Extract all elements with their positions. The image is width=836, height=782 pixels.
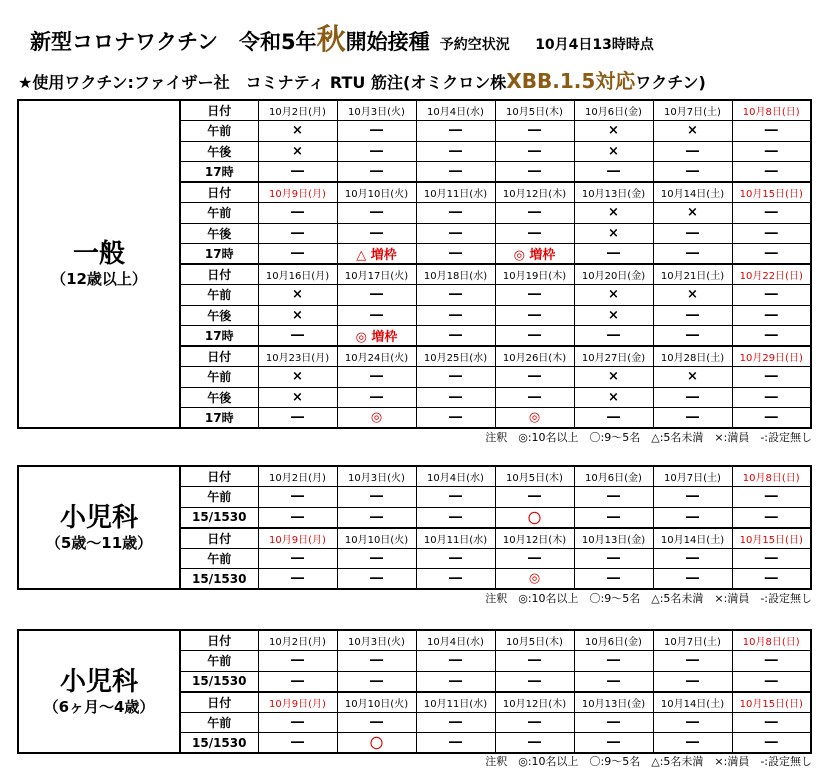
- availability-cell: ―: [337, 651, 416, 672]
- availability-cell: ―: [732, 712, 811, 733]
- availability-cell: ×: [574, 285, 653, 306]
- availability-cell: ―: [337, 162, 416, 183]
- availability-cell: ―: [416, 733, 495, 754]
- slot-label: 午前: [180, 487, 258, 508]
- availability-cell: ―: [416, 305, 495, 326]
- availability-cell: ―: [732, 326, 811, 347]
- availability-cell: ―: [258, 671, 337, 692]
- availability-cell: ―: [495, 733, 574, 754]
- availability-cell: ―: [574, 162, 653, 183]
- availability-cell: ―: [416, 162, 495, 183]
- availability-cell: ―: [416, 651, 495, 672]
- availability-cell: ―: [574, 487, 653, 508]
- availability-cell: ―: [732, 487, 811, 508]
- date-cell: 10月18日(水): [416, 264, 495, 285]
- availability-cell: ―: [495, 367, 574, 388]
- date-cell: 10月15日(日): [732, 692, 811, 713]
- availability-cell: ―: [416, 408, 495, 429]
- availability-cell: ―: [732, 367, 811, 388]
- availability-cell: ―: [258, 162, 337, 183]
- availability-cell: ―: [732, 285, 811, 306]
- availability-cell: ―: [337, 367, 416, 388]
- date-cell: 10月23日(月): [258, 346, 337, 367]
- date-cell: 10月12日(木): [495, 528, 574, 549]
- availability-cell: ―: [653, 223, 732, 244]
- date-cell: 10月2日(月): [258, 630, 337, 651]
- category-label: [18, 100, 180, 428]
- availability-cell: ―: [574, 548, 653, 569]
- availability-cell: ―: [416, 367, 495, 388]
- slot-label: 午前: [180, 651, 258, 672]
- availability-cell: ×: [574, 203, 653, 224]
- vaccine-info-prefix: ★使用ワクチン:ファイザー社 コミナティ RTU 筋注(オミクロン株: [18, 73, 507, 92]
- slot-label: 午前: [180, 203, 258, 224]
- schedule-table-pediatric-6m-4: [17, 629, 812, 754]
- availability-cell: ―: [653, 326, 732, 347]
- date-cell: 10月5日(木): [495, 466, 574, 487]
- availability-cell: △ 増枠: [337, 244, 416, 265]
- availability-cell: ×: [574, 141, 653, 162]
- slot-label: 午前: [180, 367, 258, 388]
- availability-cell: ―: [653, 569, 732, 590]
- availability-cell: ―: [732, 305, 811, 326]
- date-cell: 10月7日(土): [653, 100, 732, 121]
- date-cell: 10月29日(日): [732, 346, 811, 367]
- availability-cell: ―: [337, 121, 416, 142]
- availability-cell: 〇: [337, 733, 416, 754]
- date-cell: 10月9日(月): [258, 528, 337, 549]
- category-title: 小児科: [59, 666, 138, 697]
- availability-cell: ―: [416, 244, 495, 265]
- date-cell: 10月25日(水): [416, 346, 495, 367]
- availability-cell: ―: [732, 244, 811, 265]
- date-cell: 10月4日(水): [416, 630, 495, 651]
- slot-label: 午前: [180, 548, 258, 569]
- availability-cell: ―: [258, 408, 337, 429]
- slot-label: 午後: [180, 305, 258, 326]
- availability-cell: ―: [258, 487, 337, 508]
- availability-cell: ―: [416, 285, 495, 306]
- date-cell: 10月4日(水): [416, 100, 495, 121]
- availability-cell: ―: [337, 387, 416, 408]
- availability-cell: ×: [258, 387, 337, 408]
- availability-cell: ×: [574, 121, 653, 142]
- availability-cell: ―: [495, 712, 574, 733]
- date-row-label: 日付: [180, 466, 258, 487]
- availability-cell: ―: [258, 223, 337, 244]
- availability-cell: ―: [732, 671, 811, 692]
- availability-cell: ―: [416, 569, 495, 590]
- availability-cell: ―: [574, 733, 653, 754]
- availability-cell: ―: [574, 408, 653, 429]
- date-cell: 10月19日(木): [495, 264, 574, 285]
- date-cell: 10月8日(日): [732, 466, 811, 487]
- date-row-label: 日付: [180, 182, 258, 203]
- date-cell: 10月14日(土): [653, 182, 732, 203]
- date-cell: 10月10日(火): [337, 692, 416, 713]
- vaccine-xbb: XBB.1.5対応: [506, 69, 636, 93]
- date-cell: 10月24日(火): [337, 346, 416, 367]
- availability-cell: ―: [495, 671, 574, 692]
- date-cell: 10月14日(土): [653, 692, 732, 713]
- date-row-label: 日付: [180, 346, 258, 367]
- legend-note: 注釈 ◎:10名以上 〇:9〜5名 △:5名未満 ×:満員 -:設定無し: [485, 755, 812, 768]
- availability-cell: ―: [337, 285, 416, 306]
- availability-cell: ×: [258, 285, 337, 306]
- date-cell: 10月13日(金): [574, 692, 653, 713]
- category-age-range: （5歳〜11歳）: [45, 533, 153, 552]
- availability-cell: ―: [732, 121, 811, 142]
- availability-cell: ◎ 増枠: [337, 326, 416, 347]
- availability-cell: ×: [653, 121, 732, 142]
- availability-cell: ―: [732, 408, 811, 429]
- date-cell: 10月8日(日): [732, 630, 811, 651]
- availability-cell: ―: [495, 162, 574, 183]
- availability-cell: ―: [416, 387, 495, 408]
- slot-label: 17時: [180, 408, 258, 429]
- availability-cell: ―: [337, 487, 416, 508]
- availability-cell: ―: [495, 326, 574, 347]
- date-cell: 10月5日(木): [495, 100, 574, 121]
- slot-label: 15/1530: [180, 507, 258, 528]
- schedule-table-pediatric-5-11: [17, 465, 812, 590]
- date-cell: 10月3日(火): [337, 466, 416, 487]
- availability-cell: ―: [337, 569, 416, 590]
- date-cell: 10月2日(月): [258, 466, 337, 487]
- date-cell: 10月11日(水): [416, 182, 495, 203]
- availability-cell: ―: [732, 223, 811, 244]
- date-cell: 10月6日(金): [574, 630, 653, 651]
- category-label: [18, 630, 180, 753]
- availability-cell: ―: [574, 671, 653, 692]
- slot-label: 午後: [180, 223, 258, 244]
- availability-cell: ―: [732, 387, 811, 408]
- availability-cell: ―: [337, 548, 416, 569]
- availability-cell: ―: [337, 712, 416, 733]
- slot-label: 午前: [180, 121, 258, 142]
- availability-cell: ◎: [495, 569, 574, 590]
- date-cell: 10月11日(水): [416, 692, 495, 713]
- availability-cell: ―: [416, 121, 495, 142]
- availability-cell: ―: [495, 548, 574, 569]
- availability-cell: ―: [258, 712, 337, 733]
- availability-cell: ―: [258, 203, 337, 224]
- date-row-label: 日付: [180, 264, 258, 285]
- date-cell: 10月3日(火): [337, 630, 416, 651]
- availability-cell: ―: [258, 507, 337, 528]
- date-cell: 10月13日(金): [574, 528, 653, 549]
- date-row-label: 日付: [180, 692, 258, 713]
- availability-cell: ―: [258, 651, 337, 672]
- availability-cell: ―: [574, 651, 653, 672]
- availability-cell: ×: [653, 367, 732, 388]
- date-row: [18, 100, 811, 121]
- slot-label: 午後: [180, 141, 258, 162]
- availability-cell: ―: [653, 671, 732, 692]
- availability-cell: ―: [574, 326, 653, 347]
- date-cell: 10月11日(水): [416, 528, 495, 549]
- availability-cell: ―: [653, 141, 732, 162]
- date-cell: 10月12日(木): [495, 182, 574, 203]
- date-cell: 10月12日(木): [495, 692, 574, 713]
- availability-cell: ―: [732, 162, 811, 183]
- availability-cell: ―: [574, 569, 653, 590]
- availability-cell: ―: [337, 507, 416, 528]
- availability-cell: ―: [574, 244, 653, 265]
- availability-cell: ―: [495, 305, 574, 326]
- date-cell: 10月13日(金): [574, 182, 653, 203]
- availability-cell: ―: [574, 712, 653, 733]
- legend-note: 注釈 ◎:10名以上 〇:9〜5名 △:5名未満 ×:満員 -:設定無し: [485, 592, 812, 605]
- availability-cell: ―: [732, 507, 811, 528]
- availability-cell: ―: [416, 141, 495, 162]
- date-cell: 10月2日(月): [258, 100, 337, 121]
- availability-cell: ◎: [337, 408, 416, 429]
- availability-cell: ×: [653, 203, 732, 224]
- date-cell: 10月8日(日): [732, 100, 811, 121]
- date-cell: 10月9日(月): [258, 692, 337, 713]
- availability-cell: ―: [416, 326, 495, 347]
- vaccine-info: [18, 66, 706, 96]
- availability-cell: ―: [495, 487, 574, 508]
- availability-cell: ―: [416, 203, 495, 224]
- availability-cell: ―: [416, 712, 495, 733]
- availability-cell: ―: [258, 244, 337, 265]
- availability-cell: ―: [495, 141, 574, 162]
- availability-cell: ―: [495, 203, 574, 224]
- date-cell: 10月26日(木): [495, 346, 574, 367]
- availability-cell: ―: [653, 305, 732, 326]
- category-title: 一般: [72, 239, 125, 269]
- slot-label: 17時: [180, 326, 258, 347]
- availability-cell: ―: [653, 244, 732, 265]
- availability-cell: ―: [653, 487, 732, 508]
- availability-cell: ―: [653, 507, 732, 528]
- availability-cell: ―: [416, 548, 495, 569]
- date-row: [18, 466, 811, 487]
- category-label: [18, 466, 180, 589]
- availability-cell: ―: [416, 487, 495, 508]
- title-suffix: 開始接種: [345, 30, 430, 54]
- availability-cell: ―: [574, 507, 653, 528]
- date-cell: 10月21日(土): [653, 264, 732, 285]
- availability-cell: ―: [732, 141, 811, 162]
- availability-cell: ―: [337, 305, 416, 326]
- date-row: [18, 630, 811, 651]
- date-cell: 10月27日(金): [574, 346, 653, 367]
- date-row-label: 日付: [180, 528, 258, 549]
- date-cell: 10月22日(日): [732, 264, 811, 285]
- availability-cell: ―: [732, 569, 811, 590]
- date-cell: 10月7日(土): [653, 630, 732, 651]
- availability-cell: ―: [495, 121, 574, 142]
- vaccine-info-suffix: ワクチン): [635, 73, 706, 92]
- availability-cell: ―: [653, 162, 732, 183]
- availability-cell: ―: [258, 548, 337, 569]
- availability-cell: ―: [495, 387, 574, 408]
- slot-label: 15/1530: [180, 569, 258, 590]
- availability-cell: ―: [653, 733, 732, 754]
- availability-cell: ×: [258, 141, 337, 162]
- availability-cell: ―: [653, 387, 732, 408]
- slot-label: 15/1530: [180, 733, 258, 754]
- slot-label: 15/1530: [180, 671, 258, 692]
- availability-cell: ×: [574, 387, 653, 408]
- availability-cell: ―: [653, 712, 732, 733]
- slot-label: 午前: [180, 712, 258, 733]
- slot-label: 午前: [180, 285, 258, 306]
- date-cell: 10月14日(土): [653, 528, 732, 549]
- date-cell: 10月9日(月): [258, 182, 337, 203]
- availability-cell: ―: [732, 203, 811, 224]
- legend-note: 注釈 ◎:10名以上 〇:9〜5名 △:5名未満 ×:満員 -:設定無し: [485, 431, 812, 444]
- title-autumn: 秋: [316, 22, 346, 56]
- availability-cell: ―: [416, 223, 495, 244]
- availability-cell: ―: [495, 285, 574, 306]
- availability-cell: ―: [258, 326, 337, 347]
- availability-cell: ×: [653, 285, 732, 306]
- slot-label: 17時: [180, 162, 258, 183]
- date-cell: 10月3日(火): [337, 100, 416, 121]
- availability-cell: ―: [653, 408, 732, 429]
- availability-cell: ×: [258, 121, 337, 142]
- date-cell: 10月5日(木): [495, 630, 574, 651]
- date-cell: 10月28日(土): [653, 346, 732, 367]
- status-label: 予約空状況: [439, 37, 510, 53]
- availability-cell: ◎ 増枠: [495, 244, 574, 265]
- date-cell: 10月6日(金): [574, 466, 653, 487]
- availability-cell: ―: [653, 651, 732, 672]
- availability-cell: ―: [337, 671, 416, 692]
- date-cell: 10月17日(火): [337, 264, 416, 285]
- availability-cell: ―: [495, 223, 574, 244]
- category-title: 小児科: [59, 502, 138, 533]
- date-cell: 10月15日(日): [732, 182, 811, 203]
- slot-label: 午後: [180, 387, 258, 408]
- availability-cell: ―: [258, 569, 337, 590]
- category-age-range: （12歳以上）: [51, 270, 147, 288]
- availability-cell: ―: [337, 141, 416, 162]
- date-cell: 10月10日(火): [337, 182, 416, 203]
- category-age-range: （6ヶ月〜4歳）: [43, 697, 155, 716]
- availability-cell: ×: [574, 305, 653, 326]
- date-cell: 10月16日(月): [258, 264, 337, 285]
- availability-cell: ―: [653, 548, 732, 569]
- availability-cell: ―: [337, 223, 416, 244]
- availability-cell: ―: [732, 651, 811, 672]
- availability-cell: ×: [574, 367, 653, 388]
- date-cell: 10月10日(火): [337, 528, 416, 549]
- date-cell: 10月20日(金): [574, 264, 653, 285]
- availability-cell: ―: [258, 733, 337, 754]
- availability-cell: ―: [337, 203, 416, 224]
- availability-cell: ―: [732, 548, 811, 569]
- availability-cell: 〇: [495, 507, 574, 528]
- availability-cell: ―: [495, 651, 574, 672]
- page-title: [30, 22, 654, 56]
- availability-cell: ―: [416, 671, 495, 692]
- availability-cell: ―: [732, 733, 811, 754]
- availability-cell: ―: [416, 507, 495, 528]
- date-cell: 10月7日(土): [653, 466, 732, 487]
- availability-cell: ×: [574, 223, 653, 244]
- date-cell: 10月15日(日): [732, 528, 811, 549]
- date-cell: 10月6日(金): [574, 100, 653, 121]
- availability-cell: ×: [258, 305, 337, 326]
- slot-label: 17時: [180, 244, 258, 265]
- schedule-table-general: [17, 99, 812, 429]
- title-prefix: 新型コロナワクチン 令和5年: [30, 30, 317, 54]
- availability-cell: ×: [258, 367, 337, 388]
- availability-cell: ◎: [495, 408, 574, 429]
- as-of-time: 10月4日13時時点: [535, 37, 654, 53]
- date-row-label: 日付: [180, 100, 258, 121]
- date-cell: 10月4日(水): [416, 466, 495, 487]
- date-row-label: 日付: [180, 630, 258, 651]
